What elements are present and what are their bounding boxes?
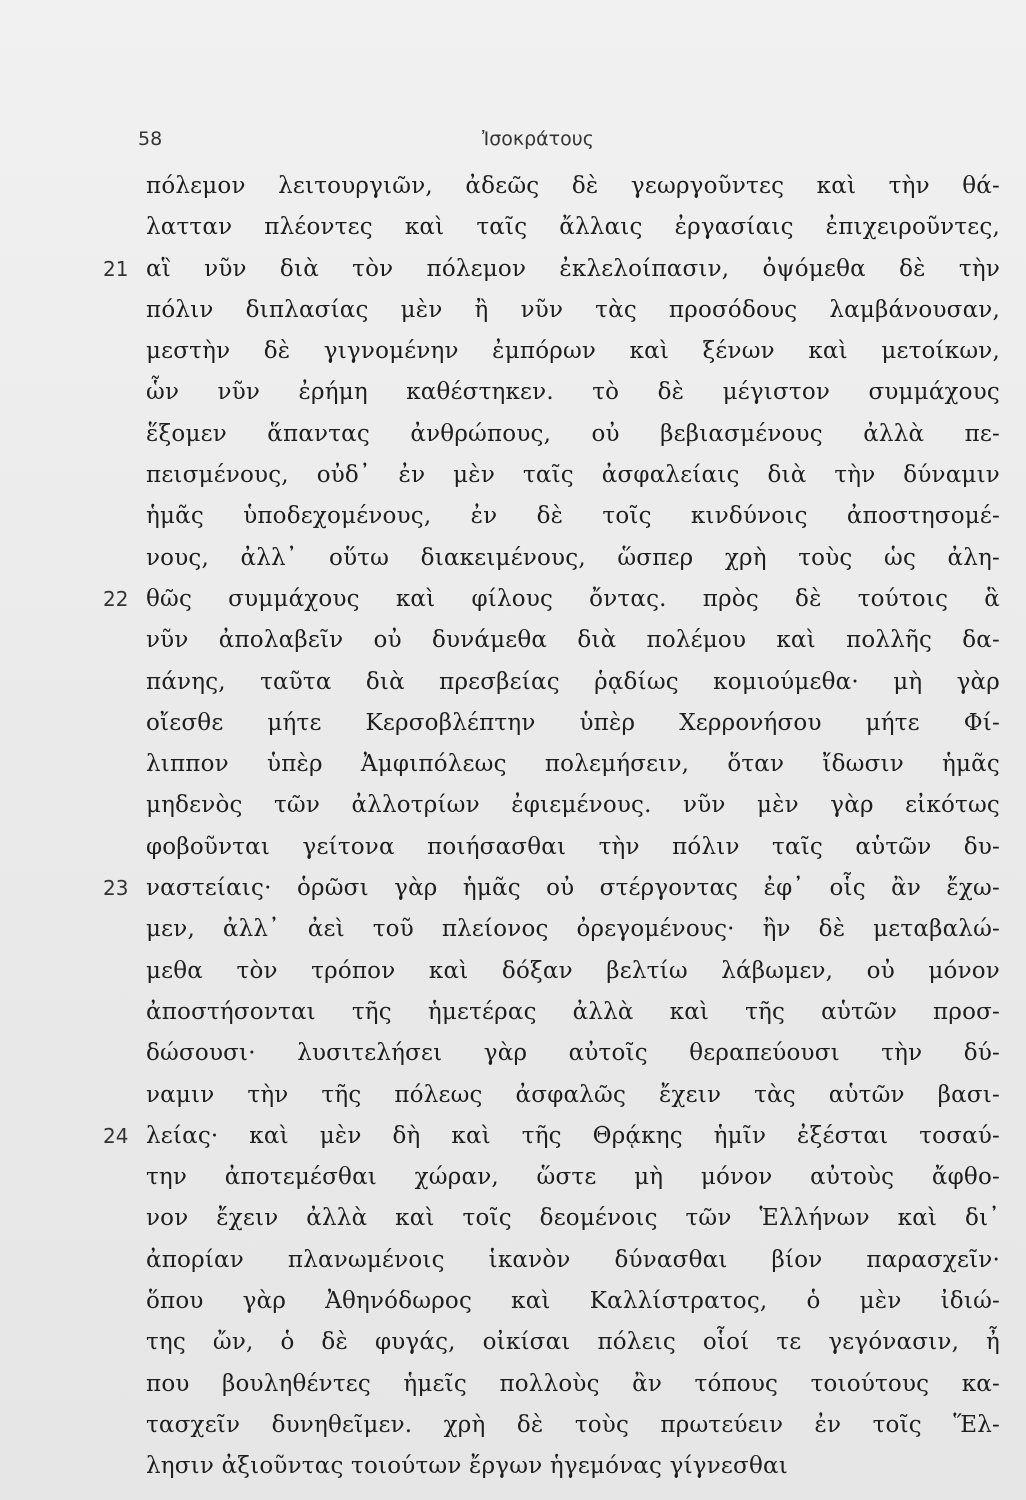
text-line [0, 785, 1026, 826]
line-text: πόλεμον λειτουργιῶν, ἀδεῶς δὲ γεωργοῦντες καὶ τὴν θά- [146, 173, 1000, 199]
text-line [0, 166, 1026, 207]
text-line [0, 372, 1026, 413]
line-text: νον ἔχειν ἀλλὰ καὶ τοῖς δεομένοις τῶν Ἑλλήνων καὶ δι᾽ [146, 1205, 1000, 1232]
line-text: μεστὴν δὲ γιγνομένην ἐμπόρων καὶ ξένων καὶ μετοίκων, [146, 338, 1000, 365]
text-line [0, 1033, 1026, 1074]
text-line [0, 1405, 1026, 1446]
text-line [0, 455, 1026, 496]
line-text: λείας· καὶ μὲν δὴ καὶ τῆς Θρᾴκης ἡμῖν ἐξέσται τοσαύ- [146, 1122, 1000, 1149]
section-number: 23 [103, 876, 129, 901]
text-line [0, 414, 1026, 455]
text-line [0, 992, 1026, 1033]
line-text: την ἀποτεμέσθαι χώραν, ὥστε μὴ μόνον αὐτοὺς ἄφθο- [146, 1164, 1000, 1191]
page-header [0, 128, 1026, 158]
line-text: οἴεσθε μήτε Κερσοβλέπτην ὑπὲρ Χερρονήσου μήτε Φί- [146, 709, 1000, 736]
body-text [0, 166, 1026, 1488]
text-line [0, 1198, 1026, 1239]
section-number: 21 [103, 256, 129, 281]
text-line [0, 620, 1026, 661]
line-text: πεισμένους, οὐδ᾽ ἐν μὲν ταῖς ἀσφαλείαις διὰ τὴν δύναμιν [146, 462, 1000, 489]
text-line [0, 207, 1026, 248]
text-line [0, 538, 1026, 579]
line-text: λιππον ὑπὲρ Ἀμφιπόλεως πολεμήσειν, ὅταν ἴδωσιν ἡμᾶς [146, 751, 1000, 778]
page-number: 58 [138, 128, 163, 150]
text-line [0, 868, 1026, 909]
line-text: πάνης, ταῦτα διὰ πρεσβείας ῥᾳδίως κομιούμεθα· μὴ γὰρ [146, 668, 1000, 695]
line-text: φοβοῦνται γείτονα ποιήσασθαι τὴν πόλιν ταῖς αὑτῶν δυ- [146, 833, 1000, 860]
text-line [0, 1322, 1026, 1363]
text-line [0, 1116, 1026, 1157]
line-text: πόλιν διπλασίας μὲν ἢ νῦν τὰς προσόδους λαμβάνουσαν, [146, 296, 1000, 323]
text-line [0, 662, 1026, 703]
text-line [0, 703, 1026, 744]
line-text: λησιν ἀξιοῦντας τοιούτων ἔργων ἡγεμόνας γίγνεσθαι [146, 1453, 788, 1480]
text-line [0, 1281, 1026, 1322]
text-line [0, 1075, 1026, 1116]
text-line [0, 744, 1026, 785]
line-text: ἕξομεν ἅπαντας ἀνθρώπους, οὐ βεβιασμένους ἀλλὰ πε- [146, 420, 1000, 447]
text-line [0, 249, 1026, 290]
text-line [0, 1446, 1026, 1487]
running-title: Ἰσοκράτους [482, 128, 594, 150]
line-text: μηδενὸς τῶν ἀλλοτρίων ἐφιεμένους. νῦν μὲν γὰρ εἰκότως [146, 792, 1000, 819]
line-text: ἀποστήσονται τῆς ἡμετέρας ἀλλὰ καὶ τῆς αὑτῶν προσ- [146, 998, 1000, 1025]
line-text: νους, ἀλλ᾽ οὕτω διακειμένους, ὥσπερ χρὴ τοὺς ὡς ἀλη- [146, 544, 1000, 571]
text-line [0, 909, 1026, 950]
text-line [0, 827, 1026, 868]
line-text: της ὤν, ὁ δὲ φυγάς, οἰκίσαι πόλεις οἷοί τε γεγόνασιν, ἦ [146, 1329, 1000, 1356]
text-line [0, 1157, 1026, 1198]
line-text: τασχεῖν δυνηθεῖμεν. χρὴ δὲ τοὺς πρωτεύειν ἐν τοῖς Ἕλ- [146, 1411, 1000, 1438]
text-line [0, 579, 1026, 620]
line-text: ἀπορίαν πλανωμένοις ἱκανὸν δύνασθαι βίον παρασχεῖν· [146, 1246, 1000, 1273]
line-text: ὅπου γὰρ Ἀθηνόδωρος καὶ Καλλίστρατος, ὁ μὲν ἰδιώ- [146, 1288, 1000, 1315]
text-line [0, 331, 1026, 372]
line-text: νῦν ἀπολαβεῖν οὐ δυνάμεθα διὰ πολέμου καὶ πολλῆς δα- [146, 627, 1000, 654]
line-text: μεν, ἀλλ᾽ ἀεὶ τοῦ πλείονος ὀρεγομένους· ἢν δὲ μεταβαλώ- [146, 916, 1000, 943]
line-text: λατταν πλέοντες καὶ ταῖς ἄλλαις ἐργασίαις ἐπιχειροῦντες, [146, 214, 1000, 241]
text-line [0, 1364, 1026, 1405]
line-text: που βουληθέντες ἡμεῖς πολλοὺς ἂν τόπους τοιούτους κα- [146, 1370, 1000, 1397]
text-line [0, 1240, 1026, 1281]
line-text: ναστείαις· ὁρῶσι γὰρ ἡμᾶς οὐ στέργοντας ἐφ᾽ οἷς ἂν ἔχω- [146, 875, 1000, 902]
text-line [0, 290, 1026, 331]
line-text: θῶς συμμάχους καὶ φίλους ὄντας. πρὸς δὲ τούτοις ἃ [146, 585, 1000, 612]
line-text: ναμιν τὴν τῆς πόλεως ἀσφαλῶς ἔχειν τὰς αὑτῶν βασι- [146, 1081, 1000, 1108]
text-line [0, 496, 1026, 537]
line-text: ἡμᾶς ὑποδεχομένους, ἐν δὲ τοῖς κινδύνοις ἀποστησομέ- [146, 503, 1000, 530]
line-text: δώσουσι· λυσιτελήσει γὰρ αὐτοῖς θεραπεύουσι τὴν δύ- [146, 1040, 1000, 1067]
line-text: ὧν νῦν ἐρήμη καθέστηκεν. τὸ δὲ μέγιστον συμμάχους [146, 379, 1000, 406]
text-line [0, 951, 1026, 992]
line-text: αἳ νῦν διὰ τὸν πόλεμον ἐκλελοίπασιν, ὀψόμεθα δὲ τὴν [146, 255, 1000, 282]
line-text: μεθα τὸν τρόπον καὶ δόξαν βελτίω λάβωμεν, οὐ μόνον [146, 957, 1000, 984]
section-number: 24 [103, 1123, 129, 1148]
section-number: 22 [103, 586, 129, 611]
